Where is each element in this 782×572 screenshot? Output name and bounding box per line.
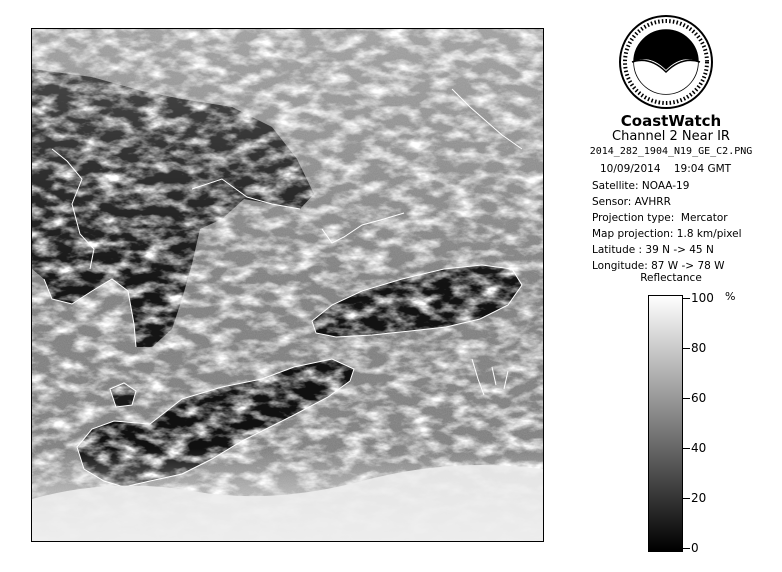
longitude-label: Longitude: 87 W -> 78 W xyxy=(592,260,725,272)
colorbar-tick xyxy=(682,398,690,399)
info-panel xyxy=(560,0,782,572)
colorbar-tick xyxy=(682,298,690,299)
satellite-image xyxy=(31,28,544,542)
product-title: CoastWatch xyxy=(620,112,722,130)
satellite-image-canvas xyxy=(32,29,543,541)
sensor-label: Sensor: AVHRR xyxy=(592,196,671,208)
channel-label: Channel 2 Near IR xyxy=(612,129,730,144)
colorbar-tick-label: 100 xyxy=(691,291,714,305)
colorbar-tick-label: 0 xyxy=(691,541,699,555)
noaa-logo-icon xyxy=(618,14,714,110)
projection-type-label: Projection type: Mercator xyxy=(592,212,728,224)
colorbar-tick-label: 20 xyxy=(691,491,707,505)
datetime-label: 10/09/2014 19:04 GMT xyxy=(600,163,732,175)
latitude-label: Latitude : 39 N -> 45 N xyxy=(592,244,714,256)
colorbar-tick-label: 80 xyxy=(691,341,707,355)
colorbar-tick xyxy=(682,348,690,349)
satellite-label: Satellite: NOAA-19 xyxy=(592,180,690,192)
colorbar-tick xyxy=(682,548,690,549)
reflectance-colorbar xyxy=(648,295,683,552)
colorbar-tick xyxy=(682,448,690,449)
map-projection-label: Map projection: 1.8 km/pixel xyxy=(592,228,742,240)
colorbar-tick-label: 60 xyxy=(691,391,707,405)
legend-title: Reflectance xyxy=(640,272,702,284)
filename-label: 2014_282_1904_N19_GE_C2.PNG xyxy=(589,146,753,157)
legend-unit: % xyxy=(725,290,736,303)
colorbar-tick-label: 40 xyxy=(691,441,707,455)
colorbar-tick xyxy=(682,498,690,499)
